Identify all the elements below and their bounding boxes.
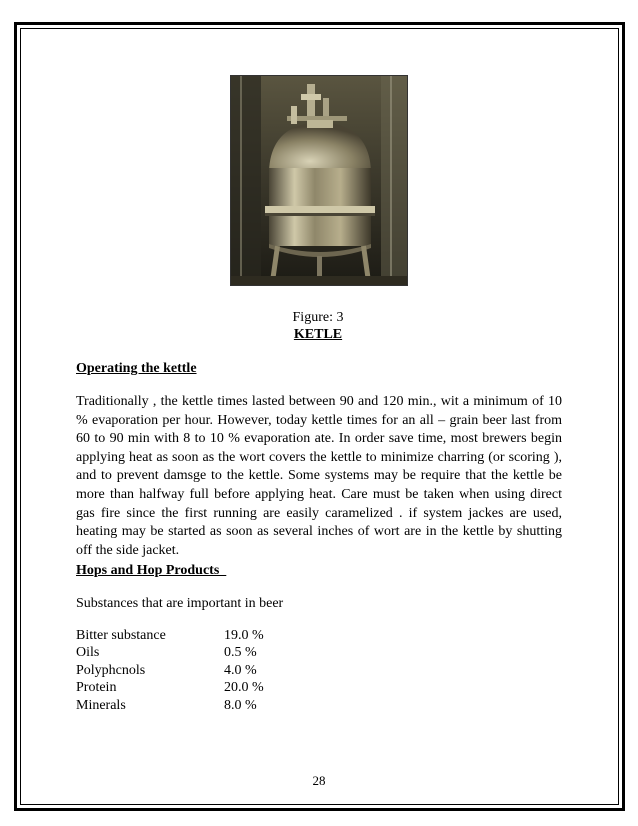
substance-value: 19.0 % [224,628,264,643]
figure-title: KETLE [293,327,343,342]
table-row [76,680,264,697]
page-number: 28 [312,773,326,788]
section-heading-operating-kettle: Operating the kettle [76,361,197,376]
table-row [76,698,264,715]
table-row [76,645,264,662]
substance-name: Protein [76,680,117,696]
table-row [76,663,264,680]
figure-number: Figure: 3 [292,310,344,325]
substances-table [76,628,264,715]
operating-kettle-paragraph: Traditionally , the kettle times lasted between 90 and 120 min., wit a minimum of 10 % evaporation per hour. However, today kettle times for an all – grain beer last from 60 to 90 min with 8 to 10 % evaporation ate. In order save time, most brewers begin applying heat as soon as the wort covers the kettle to minimize charring (or scoring ), and to prevent damsge to the kettle. Some systems may be require that the kettle be more than halfway full before applying heat. Care must be taken when using direct gas fire since the first running are easily caramelized . if system jackes are used, heating may be started as soon as several inches of wort are in the kettle by shutting off the side jacket. [76,394,562,558]
substance-value: 4.0 % [224,662,257,678]
substance-name: Polyphcnols [76,662,146,678]
kettle-photo [230,75,408,286]
substance-name: Oils [76,645,100,661]
substance-value: 8.0 % [224,697,257,713]
substance-value: 0.5 % [224,645,257,661]
substance-value: 20.0 % [224,680,264,696]
substance-name: Bitter substance [76,628,166,643]
table-row [76,628,264,645]
substances-intro: Substances that are important in beer [76,596,284,611]
section-heading-hops: Hops and Hop Products [76,563,227,578]
substance-name: Minerals [76,697,126,713]
